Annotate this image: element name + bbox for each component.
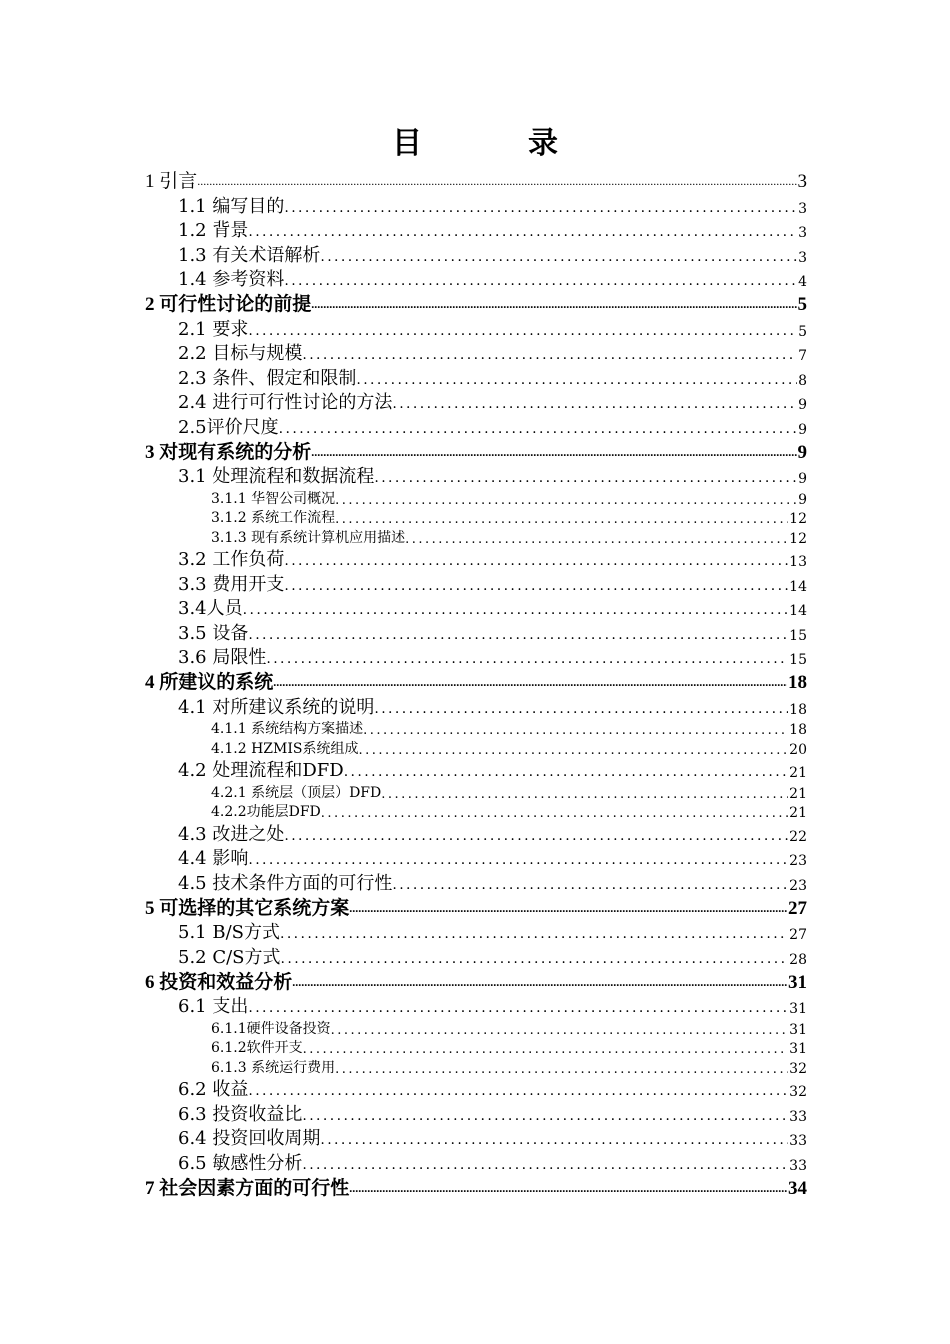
toc-entry-page-number: 32 [789, 1060, 807, 1077]
toc-entry-page-number: 12 [789, 511, 807, 527]
toc-entry-page-number: 9 [797, 441, 807, 463]
toc-entry-page-number: 21 [789, 785, 807, 802]
dot-leader [374, 470, 797, 486]
toc-entry-title: 3.1.2 系统工作流程 [211, 510, 336, 526]
toc-entry-level-3[interactable] [145, 719, 807, 739]
toc-entry-page-number: 8 [798, 372, 807, 389]
toc-entry-page-number: 12 [789, 530, 807, 547]
toc-entry-page-number: 3 [798, 200, 807, 217]
toc-entry-level-2[interactable] [145, 870, 807, 895]
dot-leader [284, 273, 797, 289]
dot-leader [284, 553, 788, 569]
toc-entry-page-number: 7 [798, 348, 807, 364]
dot-leader [303, 1042, 789, 1057]
toc-entry-title: 2.3 条件、假定和限制 [178, 367, 357, 389]
toc-entry-page-number: 3 [798, 225, 807, 241]
toc-entry-page-number: 28 [789, 951, 807, 968]
toc-entry-level-3[interactable] [145, 1057, 807, 1077]
toc-entry-title: 6.4 投资回收周期 [178, 1128, 321, 1149]
dot-leader [335, 493, 797, 508]
dot-leader [335, 512, 788, 527]
dot-leader [344, 764, 788, 780]
dot-leader [197, 174, 796, 189]
toc-entry-level-2[interactable] [145, 846, 807, 871]
toc-entry-page-number: 21 [789, 765, 807, 781]
toc-entry-level-2[interactable] [145, 1101, 807, 1126]
toc-entry-title: 3.5 设备 [178, 622, 249, 644]
toc-entry-title: 5 可选择的其它系统方案 [145, 897, 350, 919]
toc-entry-level-2[interactable] [145, 547, 807, 572]
toc-entry-title: 6.5 敏感性分析 [178, 1152, 303, 1174]
toc-entry-title: 2.1 要求 [178, 318, 249, 340]
toc-entry-level-2[interactable] [145, 193, 807, 218]
dot-leader [363, 723, 788, 738]
toc-entry-level-2[interactable] [145, 821, 807, 846]
dot-leader [248, 224, 797, 240]
toc-entry-level-3[interactable] [145, 802, 807, 822]
toc-entry-page-number: 33 [789, 1133, 807, 1149]
toc-entry-title: 3.6 局限性 [178, 647, 267, 668]
toc-entry-title: 4.1 对所建议系统的说明 [178, 696, 375, 718]
table-of-contents [145, 168, 807, 1200]
toc-entry-page-number: 4 [798, 274, 807, 290]
toc-entry-page-number: 18 [788, 672, 807, 693]
toc-entry-level-3[interactable] [145, 1018, 807, 1038]
toc-entry-level-2[interactable] [145, 1126, 807, 1151]
dot-leader [302, 1157, 788, 1173]
toc-entry-title: 5.2 C/S方式 [178, 946, 281, 968]
toc-entry-level-1[interactable] [145, 1175, 807, 1200]
toc-entry-level-1[interactable] [145, 291, 807, 316]
dot-leader [266, 651, 788, 667]
toc-entry-level-2[interactable] [145, 994, 807, 1019]
toc-entry-page-number: 31 [789, 1001, 807, 1017]
toc-entry-title: 6.3 投资收益比 [178, 1103, 303, 1125]
toc-entry-level-2[interactable] [145, 571, 807, 596]
toc-entry-page-number: 3 [798, 249, 807, 266]
toc-entry-title: 6.1.3 系统运行费用 [211, 1059, 336, 1076]
toc-entry-title: 2 可行性讨论的前提 [145, 294, 312, 315]
dot-leader [248, 852, 788, 868]
toc-entry-level-3[interactable] [145, 738, 807, 758]
toc-entry-level-1[interactable] [145, 439, 807, 464]
toc-entry-title: 1.2 背景 [178, 220, 249, 241]
toc-entry-title: 4.2 处理流程和DFD [178, 760, 344, 781]
toc-entry-level-2[interactable] [145, 694, 807, 719]
toc-entry-level-2[interactable] [145, 944, 807, 969]
toc-entry-title: 4.1.2 HZMIS系统组成 [211, 740, 359, 757]
toc-entry-title: 6 投资和效益分析 [145, 971, 293, 993]
toc-entry-level-3[interactable] [145, 508, 807, 528]
toc-entry-title: 6.1.2软件开支 [211, 1040, 303, 1056]
dot-leader [311, 297, 796, 312]
dot-leader [248, 627, 788, 643]
toc-entry-level-2[interactable] [145, 464, 807, 489]
toc-entry-title: 3.4人员 [178, 598, 243, 619]
dot-leader [302, 347, 797, 363]
dot-leader [284, 200, 797, 216]
toc-entry-page-number: 31 [789, 1021, 807, 1038]
toc-entry-level-2[interactable] [145, 645, 807, 670]
toc-entry-title: 3.1 处理流程和数据流程 [178, 466, 375, 487]
toc-entry-title: 6.1 支出 [178, 996, 249, 1017]
toc-entry-title: 3.3 费用开支 [178, 573, 285, 595]
dot-leader [381, 787, 788, 802]
toc-entry-title: 1.3 有关术语解析 [178, 244, 321, 266]
toc-entry-page-number: 21 [789, 805, 807, 821]
dot-leader [349, 901, 787, 916]
dot-leader [273, 675, 787, 690]
toc-entry-page-number: 14 [789, 603, 807, 619]
toc-entry-page-number: 33 [789, 1108, 807, 1125]
toc-entry-page-number: 22 [789, 828, 807, 845]
toc-entry-title: 1 引言 [145, 171, 198, 192]
page-title: 目 录 [392, 126, 596, 161]
dot-leader [392, 877, 788, 893]
toc-entry-level-2[interactable] [145, 920, 807, 945]
toc-entry-level-3[interactable] [145, 488, 807, 508]
dot-leader [335, 1062, 788, 1077]
dot-leader [284, 578, 788, 594]
dot-leader [248, 323, 797, 339]
toc-entry-title: 5.1 B/S方式 [178, 922, 280, 943]
toc-entry-page-number: 15 [789, 652, 807, 668]
toc-entry-title: 7 社会因素方面的可行性 [145, 1177, 350, 1199]
toc-entry-level-2[interactable] [145, 1077, 807, 1102]
dot-leader [281, 951, 789, 967]
dot-leader [320, 1132, 788, 1148]
toc-entry-title: 4.2.1 系统层（顶层）DFD [211, 784, 382, 801]
toc-entry-title: 3.2 工作负荷 [178, 549, 285, 570]
toc-entry-title: 6.2 收益 [178, 1079, 249, 1100]
toc-entry-page-number: 9 [798, 421, 807, 438]
toc-entry-title: 4.1.1 系统结构方案描述 [211, 721, 364, 737]
toc-entry-page-number: 27 [789, 927, 807, 943]
toc-entry-page-number: 34 [788, 1177, 807, 1199]
dot-leader [331, 1023, 789, 1038]
toc-entry-page-number: 18 [789, 701, 807, 718]
toc-entry-level-3[interactable] [145, 527, 807, 547]
toc-entry-page-number: 23 [789, 877, 807, 894]
toc-entry-level-2[interactable] [145, 316, 807, 341]
toc-entry-title: 6.1.1硬件设备投资 [211, 1020, 331, 1037]
dot-leader [405, 532, 788, 547]
toc-entry-title: 4.4 影响 [178, 848, 249, 869]
toc-entry-title: 4.5 技术条件方面的可行性 [178, 872, 393, 894]
dot-leader [349, 1181, 787, 1196]
toc-entry-page-number: 32 [789, 1084, 807, 1100]
dot-leader [320, 249, 797, 265]
dot-leader [302, 1108, 788, 1124]
toc-entry-title: 2.4 进行可行性讨论的方法 [178, 392, 393, 413]
toc-entry-title: 2.2 目标与规模 [178, 343, 303, 364]
toc-entry-page-number: 3 [797, 171, 807, 192]
toc-entry-title: 3.1.3 现有系统计算机应用描述 [211, 529, 406, 546]
dot-leader [279, 421, 797, 437]
toc-entry-page-number: 33 [789, 1157, 807, 1174]
toc-entry-page-number: 20 [789, 741, 807, 758]
toc-entry-title: 1.4 参考资料 [178, 269, 285, 290]
toc-entry-page-number: 15 [789, 627, 807, 644]
toc-entry-page-number: 13 [789, 554, 807, 570]
toc-entry-level-2[interactable] [145, 242, 807, 267]
toc-entry-title: 1.1 编写目的 [178, 195, 285, 217]
toc-entry-level-1[interactable] [145, 168, 807, 193]
dot-leader [284, 828, 788, 844]
toc-entry-level-2[interactable] [145, 596, 807, 621]
dot-leader [392, 396, 797, 412]
dot-leader [280, 926, 788, 942]
toc-entry-page-number: 9 [798, 397, 807, 413]
toc-entry-level-3[interactable] [145, 782, 807, 802]
toc-entry-level-2[interactable] [145, 365, 807, 390]
toc-entry-level-1[interactable] [145, 969, 807, 994]
toc-entry-page-number: 14 [789, 578, 807, 595]
toc-entry-page-number: 18 [789, 722, 807, 738]
toc-entry-page-number: 31 [788, 971, 807, 993]
dot-leader [243, 602, 789, 618]
toc-entry-level-2[interactable] [145, 267, 807, 292]
dot-leader [374, 701, 788, 717]
toc-entry-page-number: 9 [798, 471, 807, 487]
toc-entry-level-2[interactable] [145, 414, 807, 439]
toc-entry-title: 2.5评价尺度 [178, 416, 279, 438]
toc-entry-level-1[interactable] [145, 895, 807, 920]
toc-entry-title: 3 对现有系统的分析 [145, 441, 312, 463]
toc-entry-title: 4.3 改进之处 [178, 823, 285, 845]
toc-entry-page-number: 9 [798, 491, 807, 508]
toc-entry-page-number: 31 [789, 1041, 807, 1057]
toc-entry-level-1[interactable] [145, 669, 807, 694]
toc-entry-level-3[interactable] [145, 1038, 807, 1058]
toc-entry-title: 4 所建议的系统 [145, 672, 274, 693]
toc-entry-page-number: 23 [789, 853, 807, 869]
toc-entry-page-number: 27 [788, 897, 807, 919]
toc-entry-level-2[interactable] [145, 390, 807, 415]
dot-leader [321, 806, 788, 821]
dot-leader [356, 372, 797, 388]
toc-entry-level-2[interactable] [145, 218, 807, 243]
toc-entry-level-2[interactable] [145, 620, 807, 645]
dot-leader [292, 975, 787, 990]
toc-entry-page-number: 5 [798, 323, 807, 340]
toc-entry-title: 3.1.1 华智公司概况 [211, 490, 336, 507]
dot-leader [248, 1000, 788, 1016]
dot-leader [248, 1083, 788, 1099]
toc-entry-title: 4.2.2功能层DFD [211, 804, 321, 820]
dot-leader [311, 445, 796, 460]
toc-entry-level-2[interactable] [145, 1150, 807, 1175]
dot-leader [358, 743, 788, 758]
toc-entry-page-number: 5 [797, 294, 807, 315]
toc-entry-level-2[interactable] [145, 758, 807, 783]
toc-entry-level-2[interactable] [145, 341, 807, 366]
